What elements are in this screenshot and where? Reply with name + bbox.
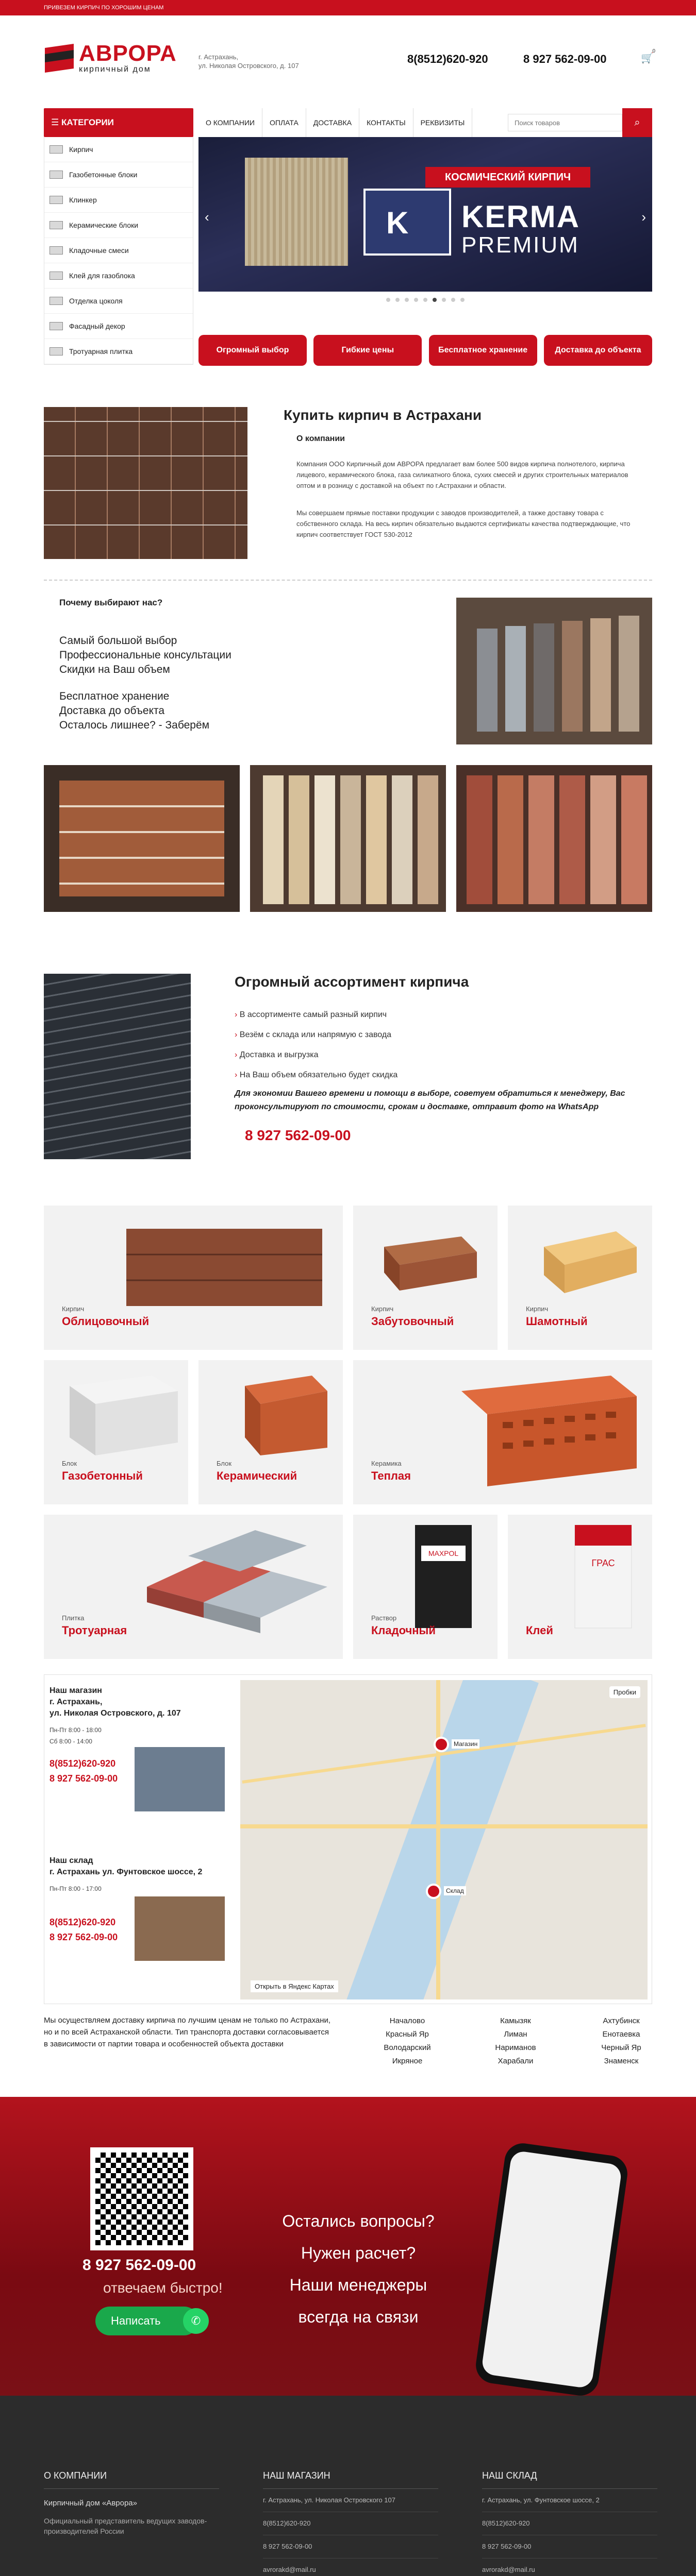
- stores-section: [44, 1674, 652, 2004]
- header: [44, 15, 655, 2065]
- footer-warehouse: [482, 2470, 657, 2576]
- cta-question: Нужен расчет?: [301, 2244, 416, 2262]
- category-item[interactable]: [44, 289, 193, 314]
- categories-button[interactable]: ☰ КАТЕГОРИИ: [44, 108, 193, 137]
- city: Володарский: [384, 2043, 431, 2052]
- city: Знаменск: [604, 2057, 639, 2065]
- footer-heading: О КОМПАНИИ: [44, 2470, 219, 2489]
- city: Лиман: [504, 2030, 527, 2039]
- cta-question: всегда на связи: [298, 2308, 419, 2326]
- tile-name: Клей: [526, 1624, 553, 1637]
- category-label: Клей для газоблока: [69, 272, 135, 280]
- city: Енотаевка: [602, 2030, 640, 2039]
- why-item: Осталось лишнее? - Заберём: [59, 719, 210, 731]
- category-label: Тротуарная плитка: [69, 347, 133, 355]
- footer-shop: [263, 2470, 438, 2576]
- map-label: Магазин: [452, 1739, 479, 1749]
- tile-fireclay-brick[interactable]: [508, 1206, 652, 1350]
- brick-samples-image: [456, 598, 652, 744]
- category-label: Кладочные смеси: [69, 246, 129, 255]
- delivery-cities: [477, 2014, 554, 2068]
- category-item[interactable]: [44, 213, 193, 238]
- slider-dot[interactable]: [414, 298, 418, 302]
- category-item[interactable]: [44, 263, 193, 289]
- tile-warm-ceramic[interactable]: [353, 1360, 652, 1504]
- tile-name: Теплая: [371, 1469, 411, 1482]
- phone-mockup: [473, 2141, 629, 2396]
- glue-icon: [49, 272, 63, 280]
- contact-cta: [0, 2097, 696, 2396]
- delivery-cities: [583, 2014, 660, 2068]
- header-address: [198, 53, 333, 70]
- slider-dot[interactable]: [405, 298, 409, 302]
- shop-title: Наш магазин: [49, 1686, 102, 1695]
- city: Нариманов: [495, 2043, 536, 2052]
- ceramic-block-icon: [49, 221, 63, 229]
- delivery-section: [44, 2014, 652, 2081]
- shop-photo: [135, 1747, 225, 1811]
- warehouse-photo: [135, 1896, 225, 1961]
- slider-dot[interactable]: [451, 298, 455, 302]
- city: Черный Яр: [601, 2043, 641, 2052]
- map-traffic-button[interactable]: Пробки: [609, 1686, 640, 1698]
- tile-backing-brick[interactable]: [353, 1206, 498, 1350]
- tile-kind: Плитка: [62, 1614, 85, 1622]
- tile-kind: Блок: [217, 1460, 232, 1467]
- category-list: [44, 137, 193, 365]
- warehouse-hours: Пн-Пт 8:00 - 17:00: [49, 1885, 102, 1892]
- feature-buttons: [198, 335, 652, 366]
- feature-choice-button[interactable]: Огромный выбор: [198, 335, 307, 366]
- assortment-item: › В ассортименте самый разный кирпич: [235, 1005, 595, 1025]
- tile-masonry-mix[interactable]: [353, 1515, 498, 1659]
- warehouse-info: [49, 1855, 225, 1945]
- category-item[interactable]: [44, 188, 193, 213]
- city: Икряное: [392, 2057, 423, 2065]
- footer-line: г. Астрахань, ул. Николая Островского 107: [263, 2489, 438, 2512]
- assortment-note: Для экономии Вашего времени и помощи в выборе, советуем обратиться к менеджеру, Вас проконсультируют по стоимости, срокам и доставке, отправит фото на WhatsApp: [235, 1089, 625, 1111]
- yandex-map[interactable]: [240, 1680, 648, 1999]
- category-label: Фасадный декор: [69, 322, 125, 330]
- navigation-bar: [44, 108, 652, 137]
- tile-name: Забутовочный: [371, 1315, 454, 1328]
- dark-brick-image: [44, 974, 191, 1159]
- svg-text:MAXPOL: MAXPOL: [428, 1549, 459, 1557]
- tile-name: Облицовочный: [62, 1315, 150, 1328]
- nav-contacts[interactable]: КОНТАКТЫ: [359, 108, 413, 137]
- about-paragraph: Компания ООО Кирпичный дом АВРОРА предлагает вам более 500 видов кирпича полнотелого, кирпича лицевого, керамического блока, газа силикатного блока, сухих смесей и других строительных материалов оптом и в розницу с доставкой на объект по г.Астрахани и области.: [296, 460, 628, 489]
- brick-gallery-image: [250, 765, 446, 912]
- cta-phone[interactable]: 8 927 562-09-00: [82, 2257, 196, 2274]
- logo-icon: [44, 44, 75, 73]
- why-item: Профессиональные консультации: [59, 649, 231, 661]
- slider-dot[interactable]: [433, 298, 437, 302]
- tile-kind: Кирпич: [62, 1305, 85, 1313]
- plinth-icon: [49, 297, 63, 305]
- tile-icon: [49, 347, 63, 355]
- logo-subtitle: кирпичный дом: [79, 65, 151, 74]
- assortment-item: › На Ваш объем обязательно будет скидка: [235, 1065, 595, 1085]
- address-line: ул. Николая Островского, д. 107: [198, 62, 299, 70]
- assortment-phone[interactable]: 8 927 562-09-00: [245, 1127, 351, 1143]
- tile-paving[interactable]: [44, 1515, 343, 1659]
- about-subheading: О компании: [296, 434, 345, 443]
- slide-brick-image: [245, 158, 348, 266]
- nav-delivery[interactable]: ДОСТАВКА: [306, 108, 359, 137]
- clinker-icon: [49, 196, 63, 204]
- warehouse-address: г. Астрахань ул. Фунтовское шоссе, 2: [49, 1868, 203, 1876]
- tile-name: Шамотный: [526, 1315, 588, 1328]
- hero-slider: [198, 137, 652, 292]
- shop-info: [49, 1685, 225, 1786]
- nav-about[interactable]: О КОМПАНИИ: [198, 108, 262, 137]
- why-item: Скидки на Ваш объем: [59, 664, 170, 675]
- footer-line[interactable]: avrorakd@mail.ru: [263, 2558, 438, 2576]
- map-road: [240, 1824, 648, 1828]
- slide-brand: KERMA: [461, 199, 580, 234]
- slider-prev-icon[interactable]: ‹: [205, 209, 209, 225]
- footer-line[interactable]: 8 927 562-09-00: [263, 2535, 438, 2558]
- category-label: Керамические блоки: [69, 221, 139, 229]
- cart-count: 0: [652, 48, 655, 54]
- cart-icon[interactable]: 🛒 0: [641, 48, 655, 64]
- footer-line[interactable]: 8(8512)620-920: [482, 2512, 657, 2535]
- city: Харабали: [498, 2057, 534, 2065]
- slider-dots: [198, 295, 652, 304]
- brick-gallery-image: [44, 765, 240, 912]
- footer-line[interactable]: 8(8512)620-920: [263, 2512, 438, 2535]
- whatsapp-icon[interactable]: ✆: [183, 2308, 209, 2334]
- tile-kind: Раствор: [371, 1614, 397, 1622]
- cta-question: Наши менеджеры: [289, 2276, 427, 2294]
- tile-name: Газобетонный: [62, 1469, 143, 1482]
- slide-brand-sub: PREMIUM: [461, 232, 579, 258]
- tile-kind: Кирпич: [371, 1305, 394, 1313]
- shop-hours: Сб 8:00 - 14:00: [49, 1738, 92, 1745]
- nav-requisites[interactable]: РЕКВИЗИТЫ: [413, 108, 473, 137]
- write-button[interactable]: Написать: [95, 2307, 198, 2335]
- shop-hours: Пн-Пт 8:00 - 18:00: [49, 1726, 102, 1734]
- category-label: Газобетонные блоки: [69, 171, 138, 179]
- logo-title: АВРОРА: [79, 41, 177, 66]
- assortment-item: › Доставка и выгрузка: [235, 1045, 595, 1065]
- cta-question: Остались вопросы?: [282, 2212, 435, 2230]
- tile-name: Тротуарная: [62, 1624, 127, 1637]
- feature-delivery-button[interactable]: Доставка до объекта: [544, 335, 652, 366]
- about-paragraph: Мы совершаем прямые поставки продукции с заводов производителей, а также доставку товара с собственного склада. На весь кирпич обязательно выдаются сертификаты качества подтверждающие, что кирпич соответствует ГОСТ 530-2012: [296, 509, 631, 538]
- shop-phone[interactable]: 8 927 562-09-00: [49, 1773, 118, 1784]
- category-item[interactable]: [44, 137, 193, 162]
- svg-text:ГРАС: ГРАС: [591, 1558, 615, 1568]
- nav-payment[interactable]: ОПЛАТА: [262, 108, 306, 137]
- slider-dot[interactable]: [423, 298, 427, 302]
- map-river: [344, 1680, 539, 1999]
- category-item[interactable]: [44, 162, 193, 188]
- brick-gallery: [44, 765, 652, 912]
- tile-glue[interactable]: [508, 1515, 652, 1659]
- shop-address: ул. Николая Островского, д. 107: [49, 1709, 181, 1718]
- tile-name: Керамический: [217, 1469, 297, 1482]
- feature-prices-button[interactable]: Гибкие цены: [313, 335, 422, 366]
- tile-ceramic-block[interactable]: [198, 1360, 343, 1504]
- city: Началово: [389, 2016, 425, 2025]
- category-label: Клинкер: [69, 196, 97, 204]
- warehouse-title: Наш склад: [49, 1856, 93, 1865]
- search-button[interactable]: [622, 108, 652, 137]
- tile-kind: Кирпич: [526, 1305, 549, 1313]
- tile-facing-brick[interactable]: [44, 1206, 343, 1350]
- address-line: г. Астрахань,: [198, 53, 239, 61]
- why-list: [59, 634, 317, 733]
- city: Ахтубинск: [603, 2016, 640, 2025]
- tile-aerated-block[interactable]: [44, 1360, 188, 1504]
- tile-kind: Керамика: [371, 1460, 402, 1467]
- city: Камызяк: [500, 2016, 531, 2025]
- footer-line: г. Астрахань, ул. Фунтовское шоссе, 2: [482, 2489, 657, 2512]
- search-input[interactable]: [508, 114, 622, 131]
- about-brick-wall-image: [44, 407, 247, 559]
- footer-line[interactable]: avrorakd@mail.ru: [482, 2558, 657, 2576]
- header-phone-2[interactable]: 8 927 562-09-00: [523, 53, 607, 65]
- category-label: Отделка цоколя: [69, 297, 123, 305]
- search-icon: ⌕: [634, 117, 640, 128]
- top-banner: [0, 0, 696, 15]
- footer-heading: НАШ МАГАЗИН: [263, 2470, 438, 2489]
- footer-heading: НАШ СКЛАД: [482, 2470, 657, 2489]
- open-in-yandex-link[interactable]: Открыть в Яндекс Картах: [251, 1980, 338, 1992]
- footer-about: [44, 2470, 219, 2536]
- category-item[interactable]: [44, 339, 193, 364]
- top-banner-text: ПРИВЕЗЕМ КИРПИЧ ПО ХОРОШИМ ЦЕНАМ: [44, 5, 164, 11]
- top-nav: [198, 108, 472, 137]
- shop-address: г. Астрахань,: [49, 1698, 103, 1706]
- shop-phone[interactable]: 8(8512)620-920: [49, 1758, 116, 1769]
- slider-dot[interactable]: [395, 298, 400, 302]
- why-heading: Почему выбирают нас?: [59, 598, 163, 607]
- why-item: Бесплатное хранение: [59, 690, 170, 702]
- header-phone-1[interactable]: 8(8512)620-920: [407, 53, 488, 65]
- why-item: Самый большой выбор: [59, 635, 177, 647]
- footer-description: Официальный представитель ведущих заводов-производителей России: [44, 2517, 207, 2535]
- warehouse-phone[interactable]: 8 927 562-09-00: [49, 1932, 118, 1942]
- tile-kind: Блок: [62, 1460, 77, 1467]
- logo[interactable]: [44, 42, 177, 74]
- slider-dot[interactable]: [386, 298, 390, 302]
- footer-company: Кирпичный дом «Аврора»: [44, 2499, 137, 2507]
- assortment-heading: Огромный ассортимент кирпича: [235, 974, 469, 990]
- category-label: Кирпич: [69, 145, 93, 154]
- warehouse-phone[interactable]: 8(8512)620-920: [49, 1917, 116, 1927]
- tile-name: Кладочный: [371, 1624, 436, 1637]
- map-label: Склад: [444, 1886, 466, 1895]
- page-title: Купить кирпич в Астрахани: [284, 407, 482, 423]
- facade-icon: [49, 322, 63, 330]
- category-item[interactable]: [44, 314, 193, 339]
- slide-banner: КОСМИЧЕСКИЙ КИРПИЧ: [425, 167, 590, 188]
- delivery-cities: [369, 2014, 446, 2068]
- brick-icon: [49, 145, 63, 154]
- slider-dot[interactable]: [442, 298, 446, 302]
- product-tiles: [44, 1206, 652, 1669]
- map-pin-warehouse[interactable]: [426, 1884, 441, 1899]
- assortment-list: [235, 1005, 595, 1085]
- block-icon: [49, 171, 63, 179]
- map-road: [436, 1680, 440, 1999]
- kerma-logo-icon: K: [363, 189, 451, 256]
- brick-gallery-image: [456, 765, 652, 912]
- section-divider: [44, 580, 652, 581]
- footer: [0, 2396, 696, 2576]
- slider-dot[interactable]: [460, 298, 465, 302]
- slider-next-icon[interactable]: ›: [641, 209, 646, 225]
- delivery-text: Мы осуществляем доставку кирпича по лучшим ценам не только по Астрахани, но и по всей Астраханской области. Тип транспорта доставки согласовывается в зависимости от партии товара и особенностей объекта доставки: [44, 2016, 331, 2048]
- city: Красный Яр: [386, 2030, 429, 2039]
- cta-fast: отвечаем быстро!: [103, 2280, 223, 2296]
- feature-storage-button[interactable]: Бесплатное хранение: [429, 335, 537, 366]
- mix-icon: [49, 246, 63, 255]
- assortment-item: › Везём с склада или напрямую с завода: [235, 1025, 595, 1045]
- category-item[interactable]: [44, 238, 193, 263]
- whatsapp-qr-code: [90, 2147, 193, 2250]
- why-item: Доставка до объекта: [59, 705, 165, 717]
- map-pin-shop[interactable]: [434, 1737, 449, 1752]
- footer-line[interactable]: 8 927 562-09-00: [482, 2535, 657, 2558]
